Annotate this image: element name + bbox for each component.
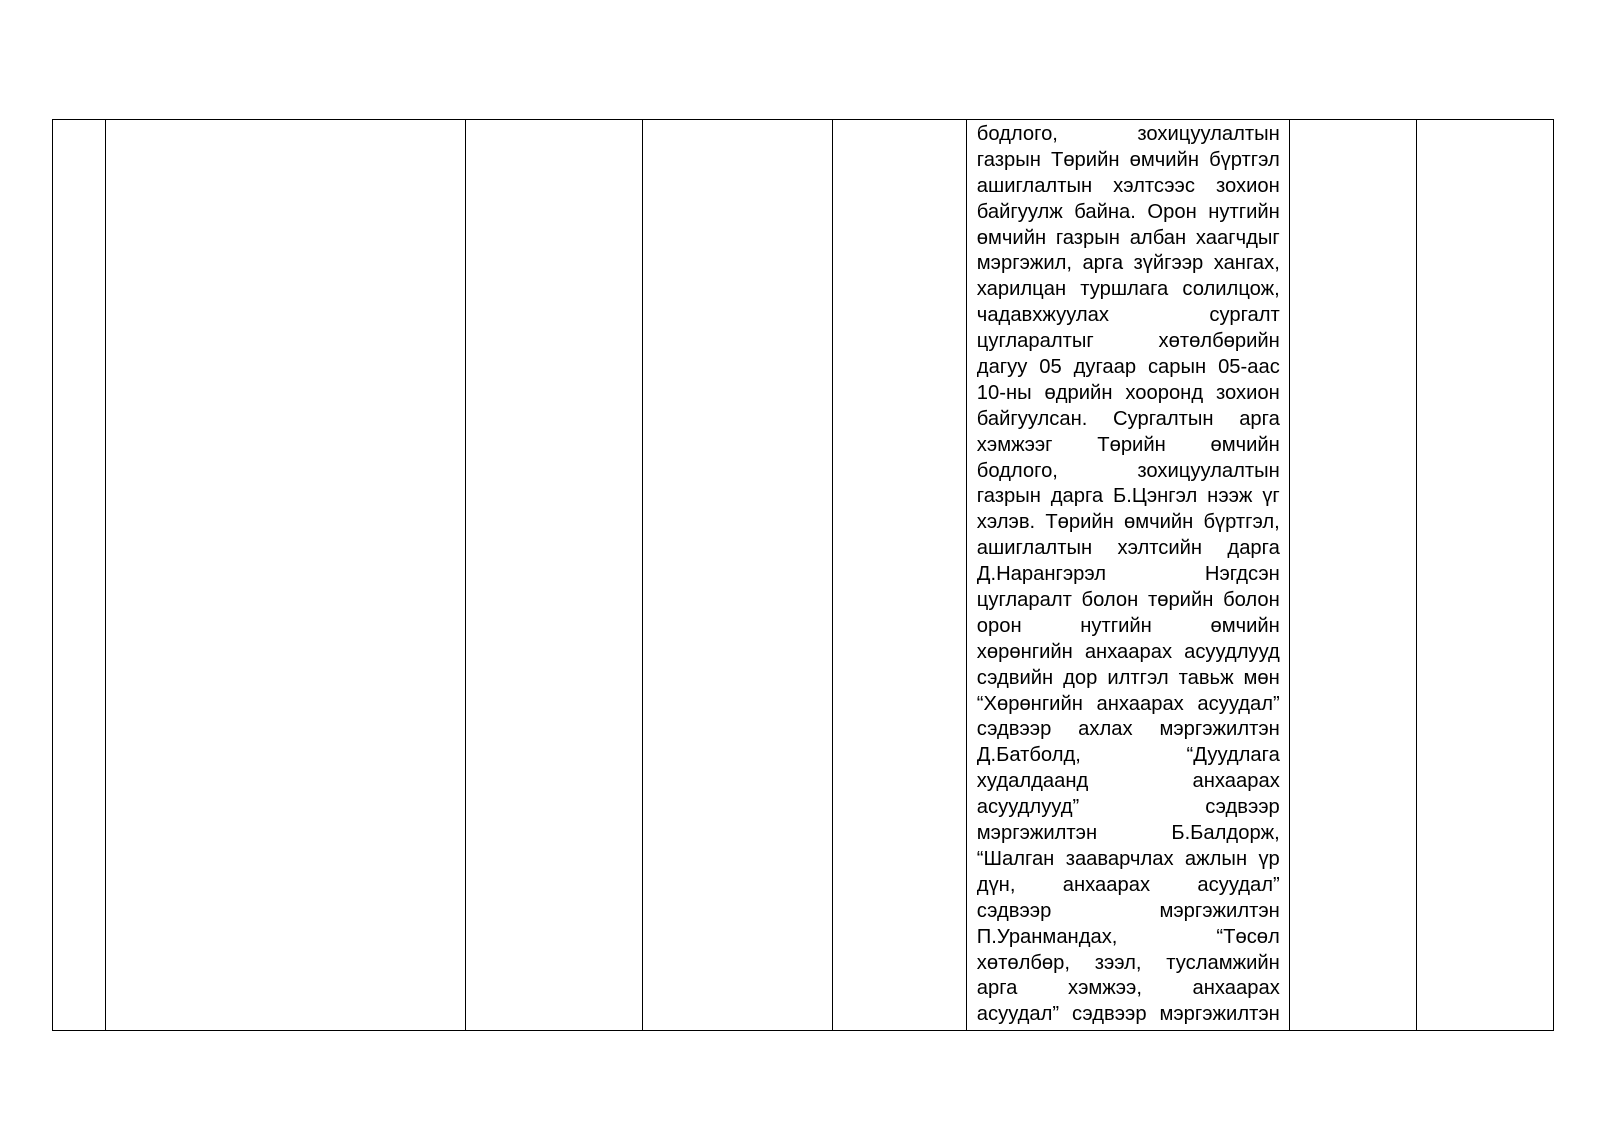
description-line: бодлого, зохицуулалтын (976, 123, 1280, 145)
description-line: цугларалт болон төрийн болон (976, 589, 1280, 612)
description-line: орон нутгийн өмчийн (976, 614, 1280, 637)
description-line: П.Уранмандах, “Төсөл (976, 925, 1280, 948)
description-line: дагуу 05 дугаар сарын 05-аас (976, 356, 1280, 379)
description-line: сэдвийн дор илтгэл тавьж мөн (976, 666, 1280, 689)
table-column-2 (106, 120, 467, 1030)
description-line: дүн, анхаарах асуудал” (976, 873, 1280, 896)
description-cell-text (977, 122, 1280, 1028)
description-line: хөрөнгийн анхаарах асуудлууд (976, 640, 1280, 663)
description-line: 10-ны өдрийн хооронд зохион (976, 381, 1280, 404)
description-line: өмчийн газрын албан хаагчдыг (976, 226, 1280, 249)
table-column-description (967, 120, 1291, 1030)
description-line: чадавхжуулах сургалт (976, 304, 1280, 327)
description-line: харилцан туршлага солилцож, (976, 278, 1280, 301)
description-line: хэлэв. Төрийн өмчийн бүртгэл, (976, 511, 1280, 534)
description-line: Д.Батболд, “Дуудлага (976, 744, 1280, 767)
table-column-8 (1417, 120, 1553, 1030)
description-line: газрын Төрийн өмчийн бүртгэл (976, 148, 1280, 171)
description-line: худалдаанд анхаарах (976, 770, 1280, 793)
table-column-3 (466, 120, 643, 1030)
table-column-5 (833, 120, 967, 1030)
description-line: асуудал” сэдвээр мэргэжилтэн (976, 1003, 1280, 1026)
description-line: бодлого, зохицуулалтын (976, 459, 1280, 482)
description-line: Д.Нарангэрэл Нэгдсэн (976, 563, 1280, 586)
description-line: цугларалтыг хөтөлбөрийн (976, 330, 1280, 353)
description-line: хэмжээг Төрийн өмчийн (976, 433, 1280, 456)
description-line: байгуулж байна. Орон нутгийн (976, 200, 1280, 223)
table-column-number (53, 120, 106, 1030)
description-line: мэргэжилтэн Б.Балдорж, (976, 822, 1280, 845)
description-line: “Хөрөнгийн анхаарах асуудал” (976, 692, 1280, 715)
table-column-4 (643, 120, 833, 1030)
description-line: сэдвээр мэргэжилтэн (976, 899, 1280, 922)
description-line: арга хэмжээ, анхаарах (976, 977, 1280, 1000)
description-line: ашиглалтын хэлтсээс зохион (976, 174, 1280, 197)
description-line: байгуулсан. Сургалтын арга (976, 407, 1280, 430)
document-table (52, 119, 1554, 1031)
description-line: мэргэжил, арга зүйгээр хангах, (976, 252, 1280, 275)
description-line: хөтөлбөр, зээл, тусламжийн (976, 951, 1280, 974)
description-line: сэдвээр ахлах мэргэжилтэн (976, 718, 1280, 741)
table-column-7 (1290, 120, 1417, 1030)
description-line: газрын дарга Б.Цэнгэл нээж үг (976, 485, 1280, 508)
description-line: ашиглалтын хэлтсийн дарга (976, 537, 1280, 560)
description-line: “Шалган зааварчлах ажлын үр (976, 847, 1280, 870)
description-line: асуудлууд” сэдвээр (976, 796, 1280, 819)
